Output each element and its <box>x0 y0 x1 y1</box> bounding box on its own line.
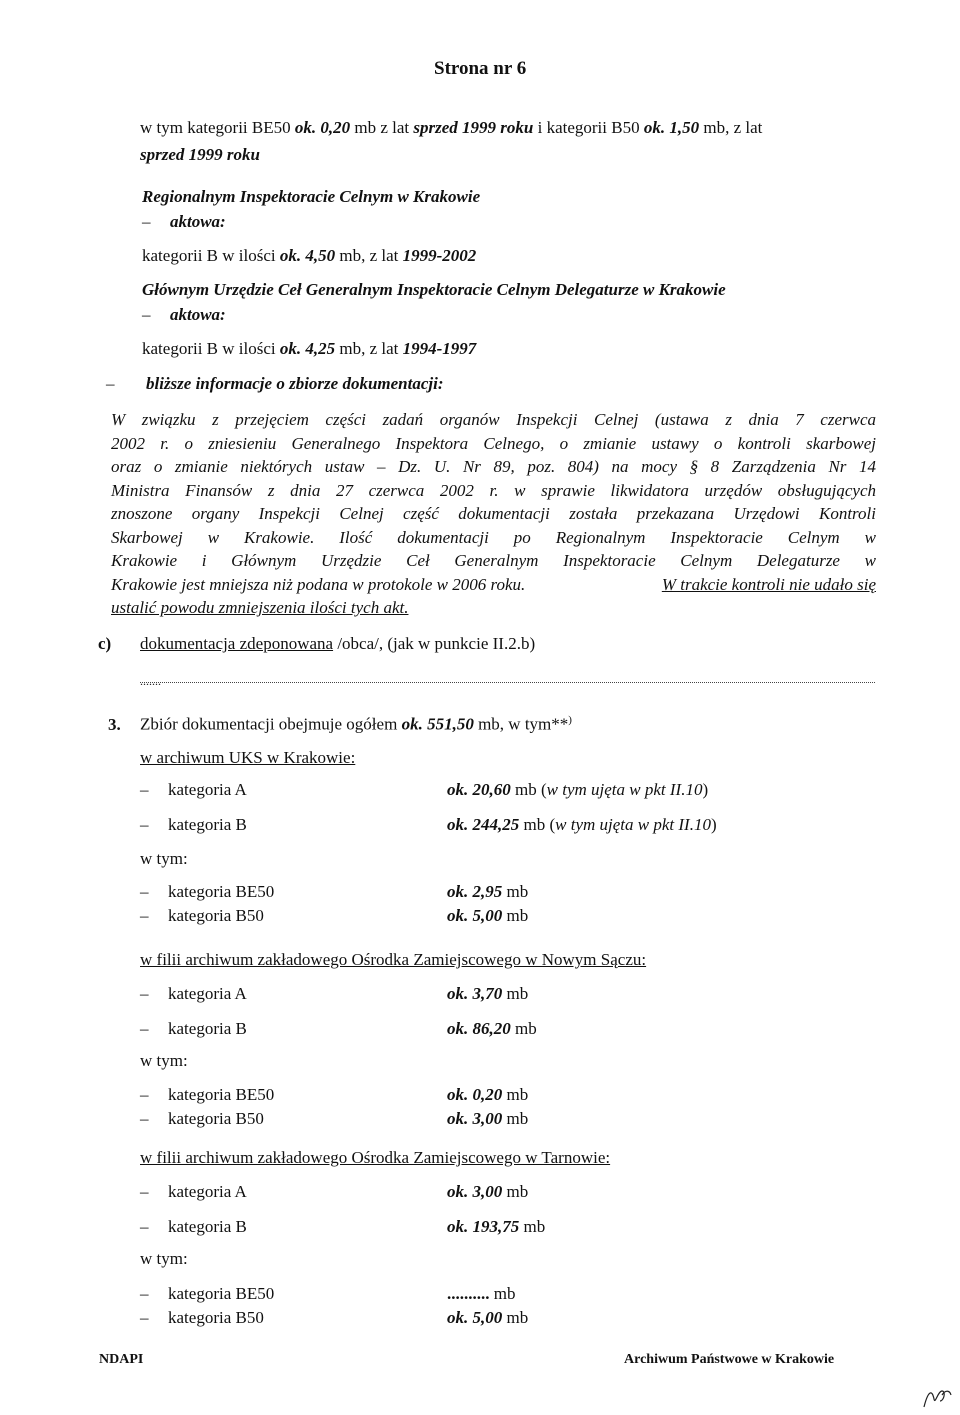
guc-title: Głównym Urzędzie Ceł Generalnym Inspektoracie Celnym Delegaturze w Krakowie <box>142 280 726 299</box>
uks-cat-a-value: ok. 20,60 mb (w tym ujęta w pkt II.10) <box>447 780 709 799</box>
paragraph-line: Skarbowej w Krakowie. Ilość dokumentacji po Regionalnym Inspektoracie Celnym w <box>111 527 876 547</box>
uks-cat-b50: – kategoria B50 <box>140 906 264 925</box>
handwritten-initials <box>920 1385 954 1411</box>
ns-cat-a-value: ok. 3,70 mb <box>447 984 529 1003</box>
footer-left: NDAPI <box>99 1352 144 1367</box>
uks-heading: w archiwum UKS w Krakowie: <box>140 748 356 767</box>
nowy-sacz-heading: w filii archiwum zakładowego Ośrodka Zamiejscowego w Nowym Sączu: <box>140 950 647 969</box>
tr-cat-be50-value: .......... mb <box>447 1284 516 1303</box>
paragraph-line: oraz o zmianie niektórych ustaw – Dz. U. Nr 89, poz. 804) na mocy § 8 Zarządzenia Nr 14 <box>111 457 876 476</box>
tarnow-heading: w filii archiwum zakładowego Ośrodka Zamiejscowego w Tarnowie: <box>140 1148 611 1167</box>
ric-title: Regionalnym Inspektoracie Celnym w Krakowie <box>142 187 481 206</box>
ns-wtym: w tym: <box>140 1051 188 1070</box>
guc-kategoria: kategorii B w ilości ok. 4,25 mb, z lat 1994-1997 <box>142 339 477 358</box>
tr-cat-b: – kategoria B <box>140 1217 247 1236</box>
tr-cat-b-value: ok. 193,75 mb <box>447 1217 546 1236</box>
ns-cat-be50-value: ok. 0,20 mb <box>447 1085 529 1104</box>
paragraph-line: Krakowie jest mniejsza niż podana w protokole w 2006 roku. W trakcie kontroli nie udało się <box>111 573 876 597</box>
uks-cat-a: – kategoria A <box>140 780 247 799</box>
uks-cat-b50-value: ok. 5,00 mb <box>447 906 529 925</box>
underlined-conclusion: W trakcie kontroli nie udało się <box>661 574 876 594</box>
item-3: 3. Zbiór dokumentacji obejmuje ogółem ok. 551,50 mb, w tym**) <box>108 714 572 734</box>
uks-cat-b-value: ok. 244,25 mb (w tym ujęta w pkt II.10) <box>447 815 717 834</box>
tr-wtym: w tym: <box>140 1249 188 1268</box>
uks-cat-be50: – kategoria BE50 <box>140 882 275 901</box>
intro-line-2: sprzed 1999 roku <box>140 145 260 164</box>
guc-aktowa: – aktowa: <box>142 305 226 324</box>
paragraph-line: Ministra Finansów z dnia 27 czerwca 2002 r. w sprawie likwidatora urzędów obsługujących <box>111 480 876 500</box>
paragraph-line: znoszone organy Inspekcji Celnej część dokumentacji została przekazana Urzędowi Kontroli <box>111 504 876 523</box>
ns-cat-b50: – kategoria B50 <box>140 1109 264 1128</box>
tr-cat-be50: – kategoria BE50 <box>140 1284 275 1303</box>
footer-right: Archiwum Państwowe w Krakowie <box>624 1352 835 1367</box>
underlined-conclusion-end: ustalić powodu zmniejszenia ilości tych akt. <box>111 598 409 617</box>
ns-cat-b50-value: ok. 3,00 mb <box>447 1109 529 1128</box>
uks-cat-be50-value: ok. 2,95 mb <box>447 882 529 901</box>
tr-cat-a: – kategoria A <box>140 1182 247 1201</box>
ns-cat-a: – kategoria A <box>140 984 247 1003</box>
tr-cat-b50-value: ok. 5,00 mb <box>447 1308 529 1327</box>
ns-cat-be50: – kategoria BE50 <box>140 1085 275 1104</box>
page-number: Strona nr 6 <box>434 58 527 79</box>
tr-cat-a-value: ok. 3,00 mb <box>447 1182 529 1201</box>
item-c: c) dokumentacja zdeponowana /obca/, (jak w punkcie II.2.b) <box>98 634 536 653</box>
ns-cat-b: – kategoria B <box>140 1019 247 1038</box>
tr-cat-b50: – kategoria B50 <box>140 1308 264 1327</box>
dots-text: ....... <box>140 674 161 688</box>
paragraph-line: Krakowie i Głównym Urzędzie Ceł Generalnym Inspektoracie Celnym Delegaturze w <box>111 551 876 570</box>
uks-cat-b: – kategoria B <box>140 815 247 834</box>
paragraph-line: W związku z przejęciem części zadań organów Inspekcji Celnej (ustawa z dnia 7 czerwca <box>111 410 876 429</box>
uks-wtym: w tym: <box>140 849 188 868</box>
intro-line-1: w tym kategorii BE50 ok. 0,20 mb z lat sprzed 1999 roku i kategorii B50 ok. 1,50 mb, z lat <box>140 118 763 137</box>
ns-cat-b-value: ok. 86,20 mb <box>447 1019 537 1038</box>
info-paragraph <box>111 408 876 620</box>
paragraph-line: 2002 r. o zniesieniu Generalnego Inspektora Celnego, o zmianie ustawy o kontroli skarbowej <box>111 433 876 453</box>
ric-aktowa: – aktowa: <box>142 212 226 231</box>
blizsze-heading: – bliższe informacje o zbiorze dokumentacji: <box>106 374 444 393</box>
dotted-separator <box>140 682 875 683</box>
ric-kategoria: kategorii B w ilości ok. 4,50 mb, z lat 1999-2002 <box>142 246 477 265</box>
